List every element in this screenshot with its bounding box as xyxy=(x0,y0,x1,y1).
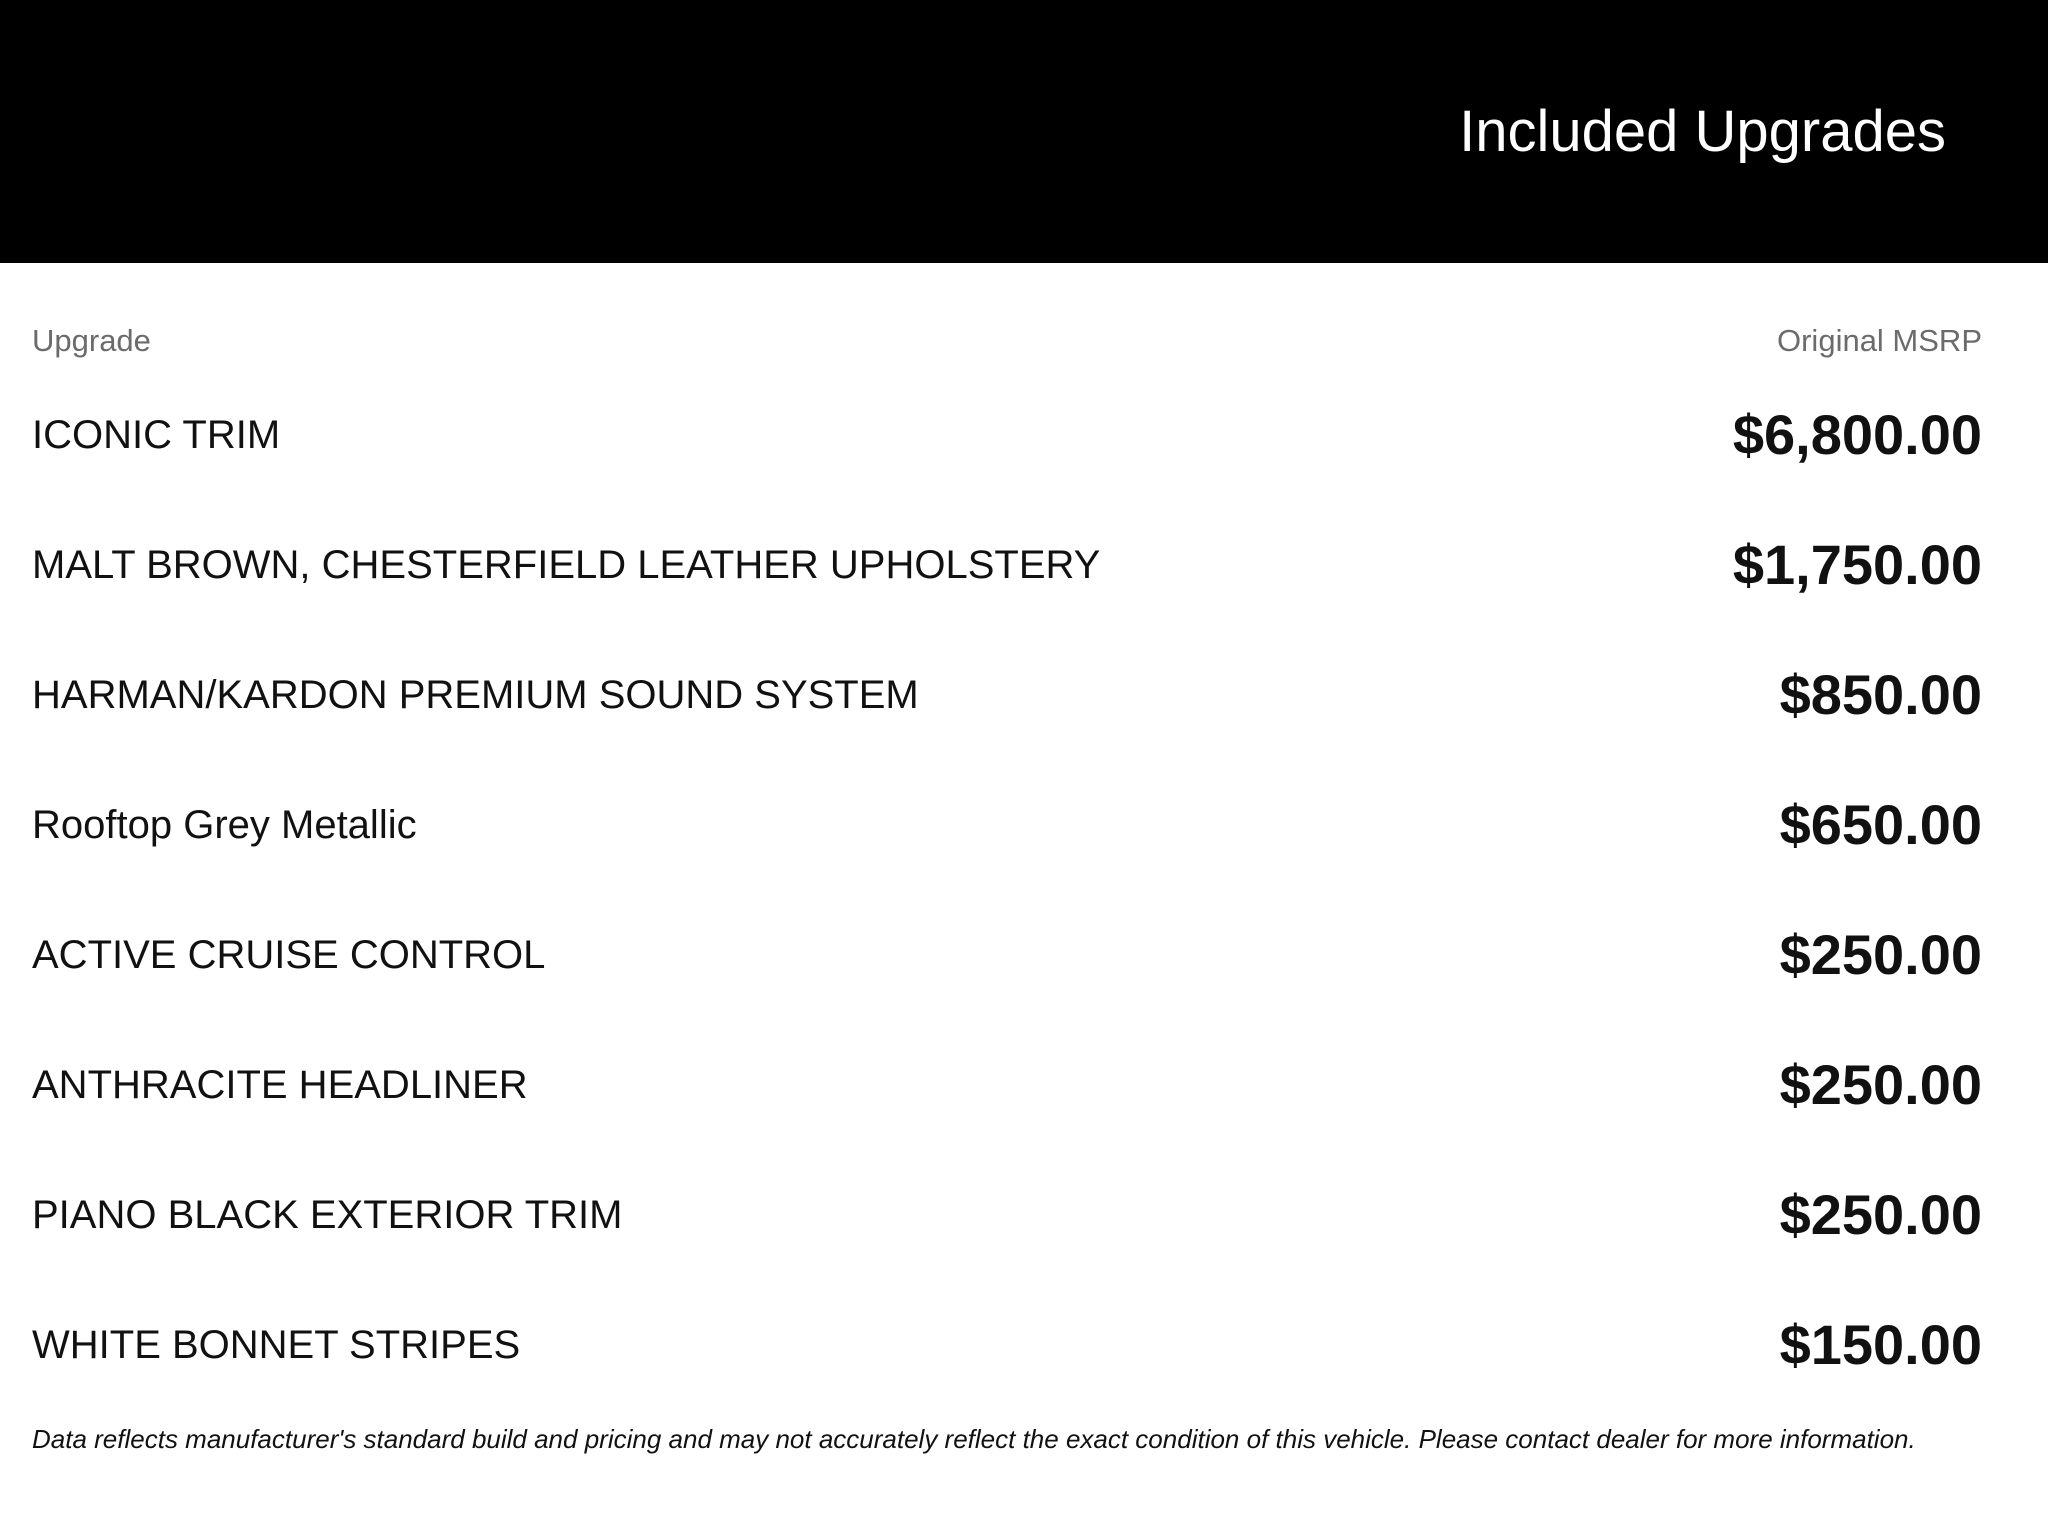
upgrade-name: WHITE BONNET STRIPES xyxy=(32,1323,521,1367)
upgrade-name: HARMAN/KARDON PREMIUM SOUND SYSTEM xyxy=(32,673,919,717)
upgrade-row xyxy=(0,1020,2048,1150)
upgrade-name: ACTIVE CRUISE CONTROL xyxy=(32,933,546,977)
upgrade-name: Rooftop Grey Metallic xyxy=(32,803,417,847)
upgrade-price: $250.00 xyxy=(1779,1053,1982,1116)
upgrade-row xyxy=(0,890,2048,1020)
upgrade-name: MALT BROWN, CHESTERFIELD LEATHER UPHOLSTERY xyxy=(32,543,1101,587)
header-banner xyxy=(0,0,2048,263)
upgrade-row xyxy=(0,370,2048,500)
column-header-msrp: Original MSRP xyxy=(1777,323,1982,358)
upgrade-row xyxy=(0,630,2048,760)
column-header-upgrade: Upgrade xyxy=(32,323,151,358)
upgrade-price: $6,800.00 xyxy=(1732,403,1982,466)
upgrade-price: $650.00 xyxy=(1779,793,1982,856)
upgrade-price: $250.00 xyxy=(1779,923,1982,986)
upgrades-list xyxy=(0,370,2048,1410)
upgrade-name: PIANO BLACK EXTERIOR TRIM xyxy=(32,1193,623,1237)
upgrade-price: $1,750.00 xyxy=(1732,533,1982,596)
upgrade-price: $850.00 xyxy=(1779,663,1982,726)
upgrade-price: $250.00 xyxy=(1779,1183,1982,1246)
upgrade-row xyxy=(0,1280,2048,1410)
upgrade-row xyxy=(0,760,2048,890)
upgrade-price: $150.00 xyxy=(1779,1313,1982,1376)
upgrade-row xyxy=(0,500,2048,630)
upgrade-row xyxy=(0,1150,2048,1280)
page-title: Included Upgrades xyxy=(1459,99,1946,164)
upgrade-name: ANTHRACITE HEADLINER xyxy=(32,1063,528,1107)
disclaimer-text: Data reflects manufacturer's standard build and pricing and may not accurately reflect the exact condition of this vehicle. Please contact dealer for more information. xyxy=(32,1424,1916,1454)
upgrade-name: ICONIC TRIM xyxy=(32,413,281,457)
